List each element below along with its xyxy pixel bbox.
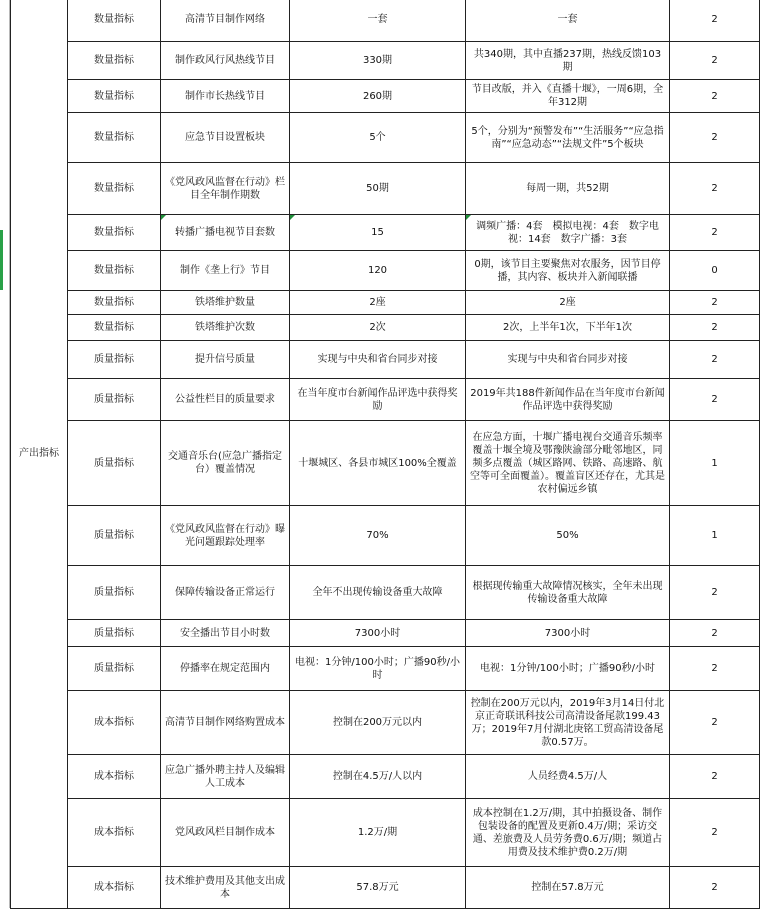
indicator-actual: 50% bbox=[466, 506, 670, 566]
indicator-target: 控制在200万元以内 bbox=[290, 691, 466, 755]
indicator-score: 2 bbox=[670, 42, 760, 80]
indicator-score: 2 bbox=[670, 799, 760, 867]
indicator-actual: 每周一期，共52期 bbox=[466, 163, 670, 215]
indicator-name: 《党风政风监督在行动》曝光问题跟踪处理率 bbox=[161, 506, 290, 566]
indicator-type: 质量指标 bbox=[68, 566, 161, 620]
indicator-target: 2次 bbox=[290, 315, 466, 341]
indicator-name: 技术维护费用及其他支出成本 bbox=[161, 867, 290, 909]
table-row bbox=[11, 620, 760, 647]
indicator-target: 十堰城区、各县市城区100%全覆盖 bbox=[290, 421, 466, 506]
indicator-actual: 5个，分别为“预警发布”“生活服务”“应急指南”“应急动态”“法规文件”5个板块 bbox=[466, 113, 670, 163]
indicator-score: 2 bbox=[670, 755, 760, 799]
table-row bbox=[11, 315, 760, 341]
indicator-score: 2 bbox=[670, 647, 760, 691]
indicator-name: 制作政风行风热线节目 bbox=[161, 42, 290, 80]
indicator-type: 成本指标 bbox=[68, 755, 161, 799]
indicator-target: 70% bbox=[290, 506, 466, 566]
indicator-actual: 调频广播：4套 模拟电视：4套 数字电视：14套 数字广播：3套 bbox=[466, 215, 670, 251]
indicator-name: 制作《垄上行》节目 bbox=[161, 251, 290, 291]
table-row bbox=[11, 691, 760, 755]
performance-indicator-table bbox=[10, 0, 760, 909]
indicator-type: 成本指标 bbox=[68, 867, 161, 909]
indicator-name: 停播率在规定范围内 bbox=[161, 647, 290, 691]
table-row bbox=[11, 755, 760, 799]
indicator-name: 提升信号质量 bbox=[161, 341, 290, 379]
indicator-score: 2 bbox=[670, 691, 760, 755]
indicator-actual: 根据现传输重大故障情况核实，全年未出现传输设备重大故障 bbox=[466, 566, 670, 620]
table-row bbox=[11, 251, 760, 291]
indicator-actual: 共340期，其中直播237期，热线反馈103期 bbox=[466, 42, 670, 80]
indicator-type: 数量指标 bbox=[68, 163, 161, 215]
indicator-type: 数量指标 bbox=[68, 215, 161, 251]
selection-marker bbox=[0, 230, 3, 290]
table-row bbox=[11, 647, 760, 691]
indicator-actual: 电视：1分钟/100小时；广播90秒/小时 bbox=[466, 647, 670, 691]
indicator-actual: 2座 bbox=[466, 291, 670, 315]
table-row bbox=[11, 42, 760, 80]
indicator-actual: 7300小时 bbox=[466, 620, 670, 647]
indicator-score: 2 bbox=[670, 315, 760, 341]
indicator-type: 数量指标 bbox=[68, 251, 161, 291]
indicator-name: 《党风政风监督在行动》栏目全年制作期数 bbox=[161, 163, 290, 215]
indicator-actual: 节目改版，并入《直播十堰》，一周6期，全年312期 bbox=[466, 80, 670, 113]
indicator-target: 一套 bbox=[290, 0, 466, 42]
indicator-type: 数量指标 bbox=[68, 315, 161, 341]
indicator-score: 2 bbox=[670, 0, 760, 42]
indicator-name: 安全播出节目小时数 bbox=[161, 620, 290, 647]
cell-comment-marker bbox=[161, 215, 166, 220]
table-row bbox=[11, 566, 760, 620]
indicator-name: 高清节目制作网络购置成本 bbox=[161, 691, 290, 755]
indicator-type: 质量指标 bbox=[68, 421, 161, 506]
indicator-name: 保障传输设备正常运行 bbox=[161, 566, 290, 620]
indicator-score: 1 bbox=[670, 506, 760, 566]
indicator-target: 控制在4.5万/人以内 bbox=[290, 755, 466, 799]
indicator-type: 成本指标 bbox=[68, 691, 161, 755]
indicator-score: 2 bbox=[670, 80, 760, 113]
indicator-target: 在当年度市台新闻作品评选中获得奖励 bbox=[290, 379, 466, 421]
indicator-target: 5个 bbox=[290, 113, 466, 163]
indicator-actual: 在应急方面，十堰广播电视台交通音乐频率覆盖十堰全境及鄂豫陕渝部分毗邻地区，同频多点覆盖（城区路网、铁路、高速路、航空等可全面覆盖）。覆盖盲区还存在，尤其是农村偏远乡镇 bbox=[466, 421, 670, 506]
indicator-name: 党风政风栏目制作成本 bbox=[161, 799, 290, 867]
indicator-actual: 2次，上半年1次，下半年1次 bbox=[466, 315, 670, 341]
table-row bbox=[11, 291, 760, 315]
table-row bbox=[11, 0, 760, 42]
indicator-score: 2 bbox=[670, 341, 760, 379]
cell-comment-marker bbox=[466, 215, 471, 220]
table-row bbox=[11, 80, 760, 113]
indicator-score: 2 bbox=[670, 867, 760, 909]
table-row bbox=[11, 215, 760, 251]
indicator-score: 2 bbox=[670, 113, 760, 163]
indicator-target: 1.2万/期 bbox=[290, 799, 466, 867]
indicator-type: 数量指标 bbox=[68, 80, 161, 113]
indicator-score: 1 bbox=[670, 421, 760, 506]
indicator-score: 0 bbox=[670, 251, 760, 291]
table-row bbox=[11, 163, 760, 215]
table-row bbox=[11, 379, 760, 421]
indicator-actual: 2019年共188件新闻作品在当年度市台新闻作品评选中获得奖励 bbox=[466, 379, 670, 421]
indicator-actual: 控制在200万元以内，2019年3月14日付北京正奇联讯科技公司高清设备尾款199.43万；2019年7月付湖北庚铭工贸高清设备尾款0.57万。 bbox=[466, 691, 670, 755]
indicator-type: 质量指标 bbox=[68, 379, 161, 421]
indicator-name: 转播广播电视节目套数 bbox=[161, 215, 290, 251]
indicator-target: 260期 bbox=[290, 80, 466, 113]
indicator-target: 120 bbox=[290, 251, 466, 291]
table-row bbox=[11, 799, 760, 867]
category-cell: 产出指标 bbox=[11, 0, 68, 909]
indicator-score: 2 bbox=[670, 291, 760, 315]
indicator-type: 质量指标 bbox=[68, 506, 161, 566]
indicator-name: 高清节目制作网络 bbox=[161, 0, 290, 42]
indicator-name: 制作市长热线节目 bbox=[161, 80, 290, 113]
indicator-name: 交通音乐台(应急广播指定台）覆盖情况 bbox=[161, 421, 290, 506]
indicator-target: 15 bbox=[290, 215, 466, 251]
indicator-actual: 一套 bbox=[466, 0, 670, 42]
indicator-name: 铁塔维护数量 bbox=[161, 291, 290, 315]
indicator-actual: 人员经费4.5万/人 bbox=[466, 755, 670, 799]
table-row bbox=[11, 341, 760, 379]
indicator-type: 成本指标 bbox=[68, 799, 161, 867]
indicator-type: 数量指标 bbox=[68, 113, 161, 163]
indicator-score: 2 bbox=[670, 379, 760, 421]
indicator-score: 2 bbox=[670, 163, 760, 215]
table-row bbox=[11, 421, 760, 506]
indicator-name: 应急广播外聘主持人及编辑人工成本 bbox=[161, 755, 290, 799]
indicator-actual: 控制在57.8万元 bbox=[466, 867, 670, 909]
indicator-target: 电视：1分钟/100小时；广播90秒/小时 bbox=[290, 647, 466, 691]
indicator-name: 应急节目设置板块 bbox=[161, 113, 290, 163]
indicator-score: 2 bbox=[670, 620, 760, 647]
indicator-target: 2座 bbox=[290, 291, 466, 315]
indicator-target: 57.8万元 bbox=[290, 867, 466, 909]
indicator-target: 330期 bbox=[290, 42, 466, 80]
indicator-actual: 0期，该节目主要聚焦对农服务，因节目停播，其内容、板块并入新闻联播 bbox=[466, 251, 670, 291]
indicator-name: 铁塔维护次数 bbox=[161, 315, 290, 341]
indicator-actual: 实现与中央和省台同步对接 bbox=[466, 341, 670, 379]
indicator-target: 7300小时 bbox=[290, 620, 466, 647]
indicator-target: 实现与中央和省台同步对接 bbox=[290, 341, 466, 379]
indicator-type: 数量指标 bbox=[68, 291, 161, 315]
table-row bbox=[11, 506, 760, 566]
table-row bbox=[11, 113, 760, 163]
indicator-type: 质量指标 bbox=[68, 341, 161, 379]
row-header-strip bbox=[0, 0, 10, 908]
indicator-type: 质量指标 bbox=[68, 620, 161, 647]
indicator-target: 50期 bbox=[290, 163, 466, 215]
indicator-target: 全年不出现传输设备重大故障 bbox=[290, 566, 466, 620]
indicator-actual: 成本控制在1.2万/期，其中拍摄设备、制作包装设备的配置及更新0.4万/期；采访交通、差旅费及人员劳务费0.6万/期；频道占用费及技术维护费0.2万/期 bbox=[466, 799, 670, 867]
indicator-type: 数量指标 bbox=[68, 42, 161, 80]
indicator-name: 公益性栏目的质量要求 bbox=[161, 379, 290, 421]
indicator-score: 2 bbox=[670, 215, 760, 251]
indicator-score: 2 bbox=[670, 566, 760, 620]
cell-comment-marker bbox=[290, 215, 295, 220]
indicator-type: 质量指标 bbox=[68, 647, 161, 691]
table-row bbox=[11, 867, 760, 909]
indicator-type: 数量指标 bbox=[68, 0, 161, 42]
